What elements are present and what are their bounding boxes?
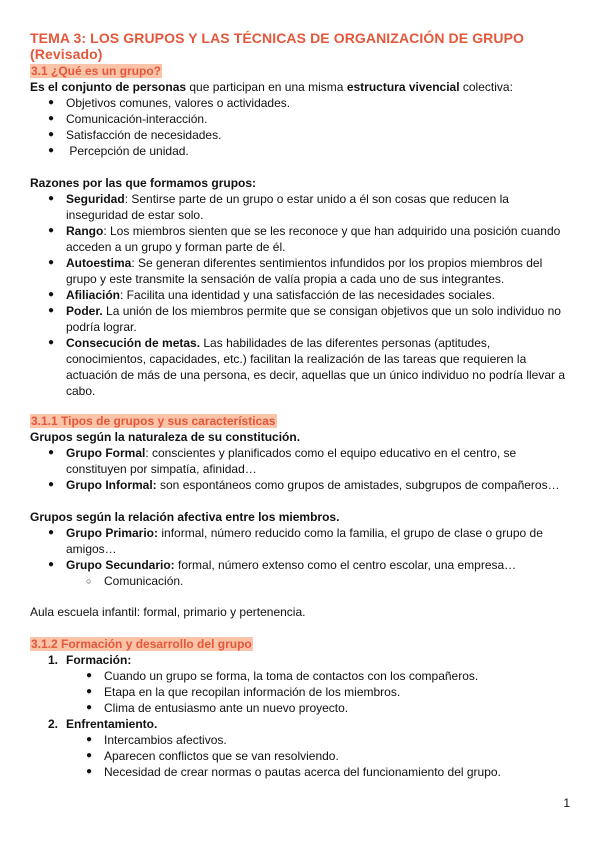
bullet-icon: ●: [48, 289, 55, 300]
list-item: Satisfacción de necesidades.: [66, 128, 222, 142]
bullet-icon: ●: [48, 113, 55, 124]
aula-note: Aula escuela infantil: formal, primario y pertenencia.: [30, 605, 306, 619]
reason-metas-cont: conocimientos, capacidades, etc.) facilitan la realización de las tareas que requieren la: [66, 352, 527, 366]
bullet-icon: ●: [86, 750, 93, 761]
reason-metas-cont: cabo.: [66, 384, 96, 398]
bullet-icon: ●: [48, 257, 55, 268]
bullet-icon: ●: [48, 129, 55, 140]
circle-bullet-icon: ○: [86, 576, 92, 586]
reason-rango-cont: acceden a un grupo y forman parte de él.: [66, 240, 286, 254]
bullet-icon: ●: [48, 193, 55, 204]
bullet-icon: ●: [48, 447, 55, 458]
reason-metas-cont: actuación de más de una persona, es decir, aquellas que un único individuo no podría llevar a: [66, 368, 566, 382]
bullet-icon: ●: [48, 305, 55, 316]
list-item: Percepción de unidad.: [66, 144, 189, 158]
document-title-revised: (Revisado): [30, 46, 103, 62]
bullet-icon: ●: [86, 702, 93, 713]
list-item: Cuando un grupo se forma, la toma de contactos con los compañeros.: [104, 669, 479, 683]
reason-afiliacion: Afiliación: Facilita una identidad y una satisfacción de las necesidades sociales.: [66, 288, 495, 302]
bullet-icon: ●: [86, 686, 93, 697]
group-formal: Grupo Formal: conscientes y planificados como el equipo educativo en el centro, se: [66, 446, 517, 460]
group-primario-cont: amigos…: [66, 542, 117, 556]
section-heading-3-1: 3.1 ¿Qué es un grupo?: [31, 64, 162, 78]
list-item: Aparecen conflictos que se van resolviendo.: [104, 749, 339, 763]
reason-autoestima: Autoestima: Se generan diferentes sentimientos infundidos por los propios miembros del: [66, 256, 543, 270]
bullet-icon: ●: [48, 527, 55, 538]
reason-seguridad-cont: inseguridad de estar solo.: [66, 208, 204, 222]
group-primario: Grupo Primario: informal, número reducido como la familia, el grupo de clase o grupo de: [66, 526, 543, 540]
bullet-icon: ●: [48, 559, 55, 570]
bullet-icon: ●: [48, 145, 55, 156]
bullet-icon: ●: [86, 734, 93, 745]
list-item: Etapa en la que recopilan información de los miembros.: [104, 685, 401, 699]
step-formacion: Formación:: [66, 653, 132, 667]
reason-seguridad: Seguridad: Sentirse parte de un grupo o estar unido a él son cosas que reducen la: [66, 192, 509, 206]
bullet-icon: ●: [48, 225, 55, 236]
page-number: 1: [563, 796, 570, 810]
document-title: TEMA 3: LOS GRUPOS Y LAS TÉCNICAS DE ORGANIZACIÓN DE GRUPO: [30, 30, 525, 46]
list-item: Comunicación-interacción.: [66, 112, 208, 126]
list-item: Clima de entusiasmo ante un nuevo proyecto.: [104, 701, 349, 715]
reason-rango: Rango: Los miembros sienten que se les reconoce y que han adquirido una posición cuando: [66, 224, 561, 238]
group-formal-cont: constituyen por simpatía, afinidad…: [66, 462, 257, 476]
group-secundario: Grupo Secundario: formal, número extenso como el centro escolar, una empresa…: [66, 558, 517, 572]
bullet-icon: ●: [48, 479, 55, 490]
types-subheading-constitution: Grupos según la naturaleza de su constitución.: [30, 430, 301, 444]
reason-metas: Consecución de metas. Las habilidades de las diferentes personas (aptitudes,: [66, 336, 491, 350]
bullet-icon: ●: [48, 337, 55, 348]
sub-list-item: Comunicación.: [104, 574, 184, 588]
list-item: Objetivos comunes, valores o actividades.: [66, 96, 291, 110]
bullet-icon: ●: [48, 97, 55, 108]
step-enfrentamiento: Enfrentamiento.: [66, 717, 158, 731]
section-heading-3-1-1: 3.1.1 Tipos de grupos y sus características: [31, 414, 276, 428]
group-informal: Grupo Informal: son espontáneos como grupos de amistades, subgrupos de compañeros…: [66, 478, 560, 492]
step-number: 2.: [48, 717, 59, 731]
reason-poder-cont: podría lograr.: [66, 320, 137, 334]
list-item: Intercambios afectivos.: [104, 733, 227, 747]
bullet-icon: ●: [86, 766, 93, 777]
step-number: 1.: [48, 653, 59, 667]
section-heading-3-1-2: 3.1.2 Formación y desarrollo del grupo: [31, 637, 252, 651]
reasons-heading: Razones por las que formamos grupos:: [30, 176, 257, 190]
list-item: Necesidad de crear normas o pautas acerca del funcionamiento del grupo.: [104, 765, 501, 779]
group-definition: Es el conjunto de personas que participan en una misma estructura vivencial colectiva:: [30, 80, 513, 94]
bullet-icon: ●: [86, 670, 93, 681]
reason-autoestima-cont: grupo y este transmite la sensación de valía propia a cada uno de sus integrantes.: [66, 272, 505, 286]
reason-poder: Poder. La unión de los miembros permite que se consigan objetivos que un solo individuo no: [66, 304, 561, 318]
types-subheading-affective: Grupos según la relación afectiva entre los miembros.: [30, 510, 340, 524]
